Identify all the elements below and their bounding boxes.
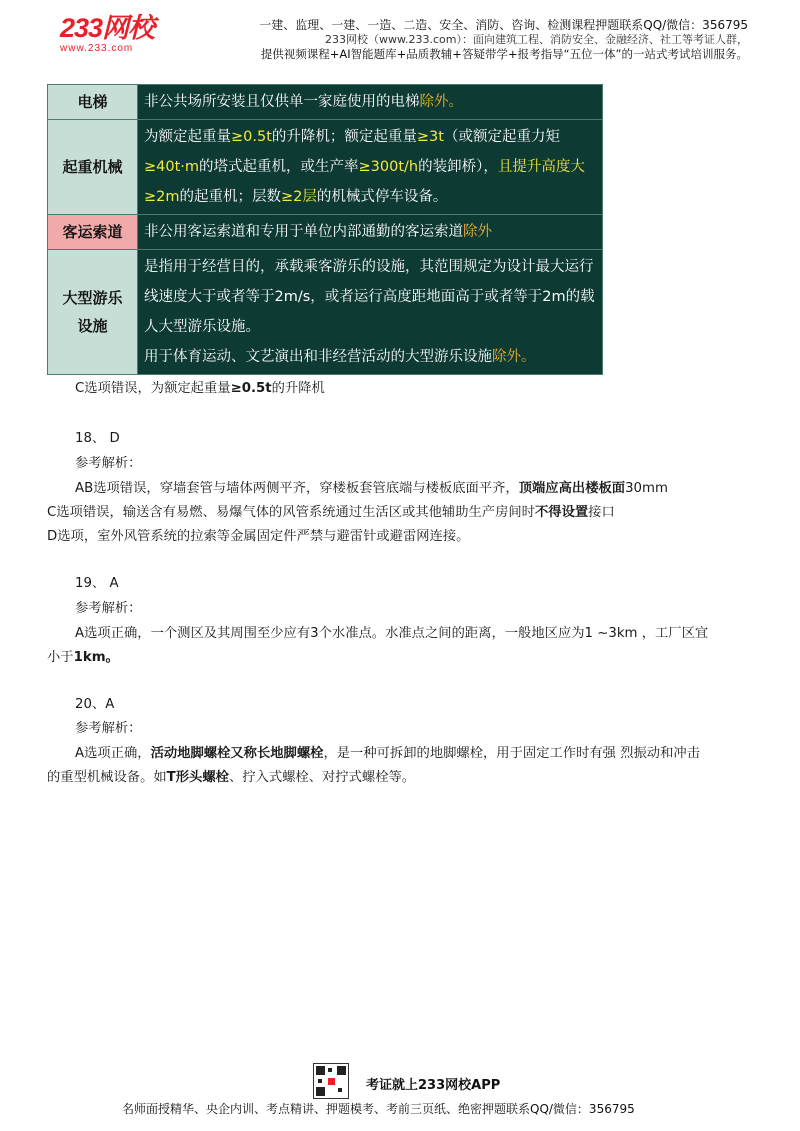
note-bold: ≥0.5t — [230, 381, 272, 396]
description-text: 的起重机；层数 — [179, 189, 281, 205]
line-text: 30mm — [625, 481, 668, 496]
line-text: 的重型机械设备。如 — [47, 770, 167, 785]
footer-title: 考证就上233网校APP — [366, 1078, 501, 1093]
c-option-note — [75, 380, 785, 398]
description-text: 的塔式起重机，或生产率 — [199, 159, 359, 175]
category-cell — [48, 250, 138, 375]
description-text: 非公用客运索道和专用于单位内部通勤的客运索道 — [144, 224, 463, 240]
highlight-text: ≥0.5t — [231, 129, 272, 145]
question-19-line-1: A选项正确，一个测区及其周围至少应有3个水准点。水准点之间的距离，一般地区应为1 ~3km ，工厂区宜 — [75, 626, 709, 641]
question-20-line-2 — [47, 769, 757, 787]
line-text: A选项正确， — [75, 746, 151, 761]
description-text: 为额定起重量 — [144, 129, 231, 145]
footer-line: 名师面授精华、央企内训、考点精讲、押题模考、考前三页纸、绝密押题联系QQ/微信：356795 — [122, 1102, 635, 1116]
logo-url: www.233.com — [60, 43, 134, 54]
highlight-text: ≥2m — [144, 189, 180, 205]
header-line-1: 一建、监理、一建、一造、二造、安全、消防、咨询、检测课程押题联系QQ/微信：356795 — [259, 18, 748, 32]
brand-logo — [60, 14, 172, 54]
description-text: 非公共场所安装且仅供单一家庭使用的电梯 — [144, 94, 420, 110]
line-bold: 不得设置 — [534, 505, 589, 520]
description-cell — [138, 250, 603, 375]
description-cell — [138, 120, 603, 215]
line-bold: 1km。 — [73, 650, 119, 665]
table-row — [48, 215, 603, 250]
logo-text: 233网校 — [60, 13, 155, 43]
question-20-heading: 20、A — [75, 697, 115, 712]
highlight-text: ≥300t/h — [358, 159, 419, 175]
question-18-label: 参考解析： — [75, 456, 142, 471]
line-bold: 顶端应高出楼板面 — [518, 481, 626, 496]
question-19-heading: 19、 A — [75, 576, 119, 591]
table-row — [48, 85, 603, 120]
category-cell: 起重机械 — [48, 120, 138, 215]
description-cell — [138, 215, 603, 250]
qr-code-icon — [313, 1063, 349, 1099]
line-text: AB选项错误，穿墙套管与墙体两侧平齐，穿楼板套管底端与楼板底面平齐， — [75, 481, 519, 496]
header-line-2: 233网校（www.233.com）：面向建筑工程、消防安全、金融经济、社工等考证人群， — [325, 33, 748, 46]
description-text: （或额定起重力矩 — [443, 129, 560, 145]
line-bold: 活动地脚螺栓又称长地脚螺栓 — [150, 746, 324, 761]
question-19-label: 参考解析： — [75, 601, 142, 616]
line-text: C选项错误，输送含有易燃、易爆气体的风管系统通过生活区或其他辅助生产房间时 — [47, 505, 535, 520]
description-text: 是指用于经营目的，承载乘客游乐的设施，其范围规定为设计最大运行线速度大于或者等于2m/s，或者运行高度距地面高于或者等于2m的载人大型游乐设施。 — [144, 259, 595, 335]
category-cell: 电梯 — [48, 85, 138, 120]
description-cell — [138, 85, 603, 120]
question-20-label: 参考解析： — [75, 721, 142, 736]
note-text: 的升降机 — [271, 381, 325, 396]
question-20-line-1 — [75, 745, 785, 763]
category-text: 大型游乐 — [62, 289, 123, 307]
category-text: 设施 — [77, 317, 108, 335]
table-row — [48, 250, 603, 375]
question-19-line-2 — [47, 649, 757, 667]
question-18-line-2 — [47, 504, 757, 522]
line-text: 小于 — [47, 650, 74, 665]
table-row — [48, 120, 603, 215]
highlight-text: ≥3t — [416, 129, 444, 145]
note-text: C选项错误，为额定起重量 — [75, 381, 231, 396]
highlight-text: 除外 — [463, 224, 492, 240]
highlight-text: 除外。 — [492, 349, 536, 365]
question-18-heading: 18、 D — [75, 431, 120, 446]
description-text: 用于体育运动、文艺演出和非经营活动的大型游乐设施 — [144, 349, 492, 365]
question-18-line-3: D选项，室外风管系统的拉索等金属固定件严禁与避雷针或避雷网连接。 — [47, 529, 470, 544]
equipment-scope-table — [47, 84, 603, 375]
category-cell: 客运索道 — [48, 215, 138, 250]
description-text: 的机械式停车设备。 — [316, 189, 448, 205]
highlight-text: 除外。 — [419, 94, 463, 110]
line-text: 、拧入式螺栓、对拧式螺栓等。 — [228, 770, 416, 785]
highlight-text: 且提升高度大 — [497, 159, 585, 175]
header-line-3: 提供视频课程+AI智能题库+品质教辅+答疑带学+报考指导“五位一体”的一站式考试培训服务。 — [260, 47, 748, 61]
question-18-line-1 — [75, 480, 785, 498]
line-text: ，是一种可拆卸的地脚螺栓，用于固定工作时有强 烈振动和冲击 — [323, 746, 700, 761]
highlight-text: ≥2层 — [281, 189, 317, 205]
description-text: 的装卸桥）， — [418, 159, 498, 175]
page-header — [0, 0, 800, 70]
description-text: 的升降机；额定起重量 — [271, 129, 417, 145]
line-bold: T形头螺栓 — [166, 770, 229, 785]
line-text: 接口 — [588, 505, 615, 520]
highlight-text: ≥40t·m — [144, 159, 200, 175]
